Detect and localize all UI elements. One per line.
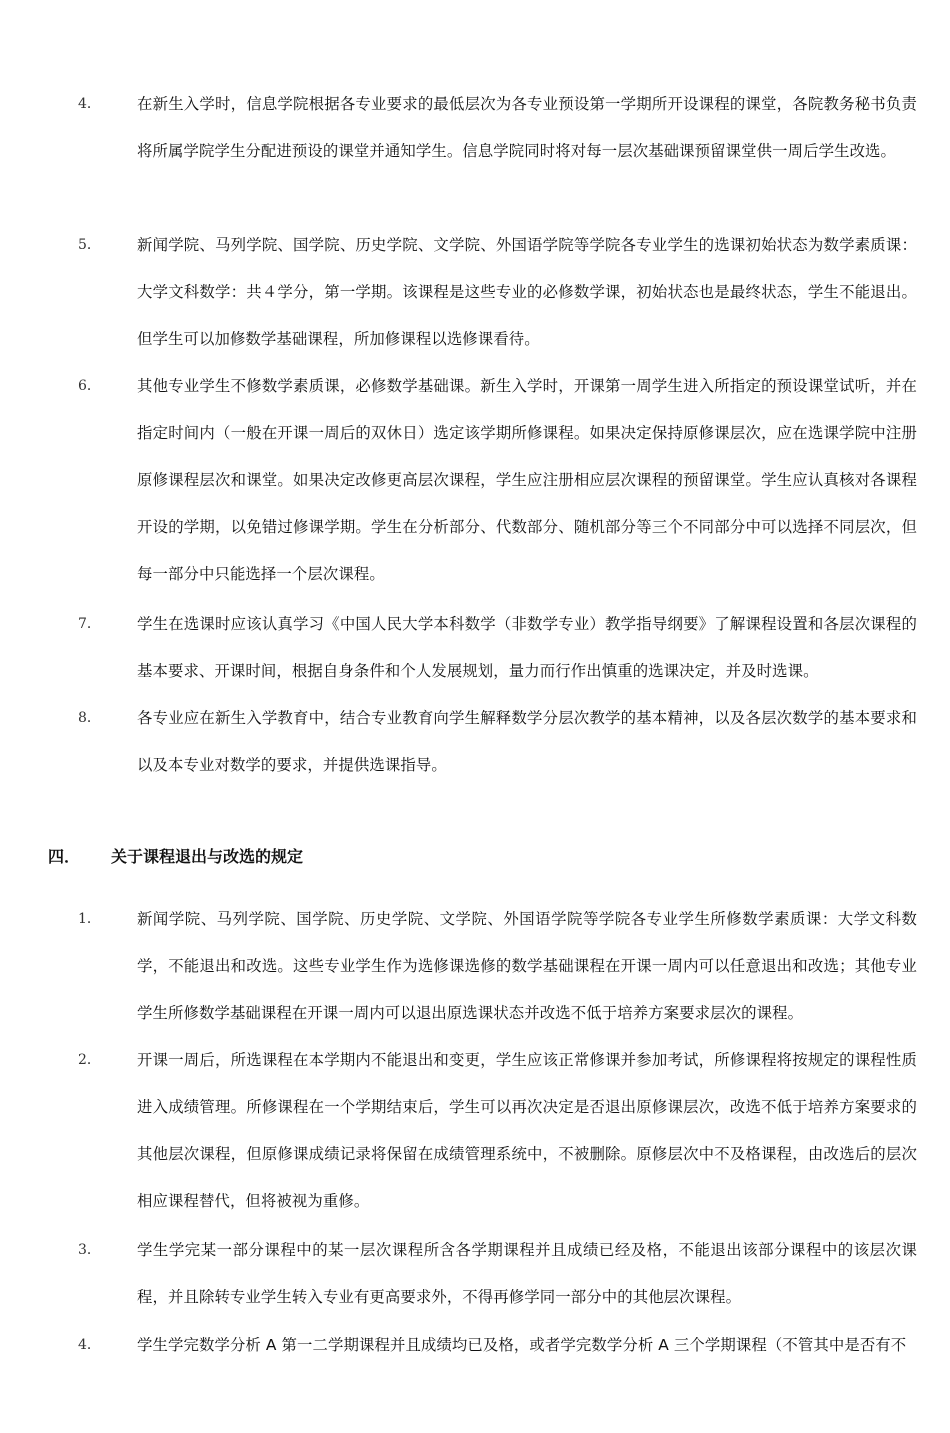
item-text: 各专业应在新生入学教育中，结合专业教育向学生解释数学分层次教学的基本精神，以及各层次数学的基本要求和以及本专业对数学的要求，并提供选课指导。 <box>137 709 917 774</box>
item-number: 7． <box>78 616 101 632</box>
item-number: 5． <box>78 237 101 253</box>
section-heading <box>0 833 950 880</box>
item-text: 新闻学院、马列学院、国学院、历史学院、文学院、外国语学院等学院各专业学生的选课初始状态为数学素质课：大学文科数学：共４学分，第一学期。该课程是这些专业的必修数学课，初始状态也是最终状态，学生不能退出。但学生可以加修数学基础课程，所加修课程以选修课看待。 <box>137 236 917 348</box>
item-number: 3． <box>78 1242 101 1258</box>
section-number: 四． <box>48 847 81 866</box>
item-text: 其他专业学生不修数学素质课，必修数学基础课。新生入学时，开课第一周学生进入所指定的预设课堂试听，并在指定时间内（一般在开课一周后的双休日）选定该学期所修课程。如果决定保持原修课层次，应在选课学院中注册原修课程层次和课堂。如果决定改修更高层次课程，学生应注册相应层次课程的预留课堂。学生应认真核对各课程开设的学期，以免错过修课学期。学生在分析部分、代数部分、随机部分等三个不同部分中可以选择不同层次，但每一部分中只能选择一个层次课程。 <box>137 377 917 583</box>
item-number: 6． <box>78 378 101 394</box>
item-number: 4． <box>78 1337 101 1353</box>
item-text: 新闻学院、马列学院、国学院、历史学院、文学院、外国语学院等学院各专业学生所修数学素质课：大学文科数学，不能退出和改选。这些专业学生作为选修课选修的数学基础课程在开课一周内可以任意退出和改选；其他专业学生所修数学基础课程在开课一周内可以退出原选课状态并改选不低于培养方案要求层次的课程。 <box>137 910 917 1022</box>
item-text: 学生学完某一部分课程中的某一层次课程所含各学期课程并且成绩已经及格，不能退出该部分课程中的该层次课程，并且除转专业学生转入专业有更高要求外，不得再修学同一部分中的其他层次课程。 <box>137 1241 917 1306</box>
item-text: 学生学完数学分析 A 第一二学期课程并且成绩均已及格，或者学完数学分析 A 三个学期课程（不管其中是否有不 <box>137 1336 907 1354</box>
section-title: 关于课程退出与改选的规定 <box>111 847 304 866</box>
item-text: 学生在选课时应该认真学习《中国人民大学本科数学（非数学专业）教学指导纲要》了解课程设置和各层次课程的基本要求、开课时间，根据自身条件和个人发展规划，量力而行作出慎重的选课决定，并及时选课。 <box>137 615 917 680</box>
item-number: 2． <box>78 1052 101 1068</box>
item-text: 开课一周后，所选课程在本学期内不能退出和变更，学生应该正常修课并参加考试，所修课程将按规定的课程性质进入成绩管理。所修课程在一个学期结束后，学生可以再次决定是否退出原修课层次，改选不低于培养方案要求的其他层次课程，但原修课成绩记录将保留在成绩管理系统中，不被删除。原修层次中不及格课程，由改选后的层次相应课程替代，但将被视为重修。 <box>137 1051 917 1210</box>
item-number: 4． <box>78 96 101 112</box>
item-text: 在新生入学时，信息学院根据各专业要求的最低层次为各专业预设第一学期所开设课程的课堂，各院教务秘书负责将所属学院学生分配进预设的课堂并通知学生。信息学院同时将对每一层次基础课预留课堂供一周后学生改选。 <box>137 95 917 160</box>
item-number: 1． <box>78 911 101 927</box>
item-number: 8． <box>78 710 101 726</box>
